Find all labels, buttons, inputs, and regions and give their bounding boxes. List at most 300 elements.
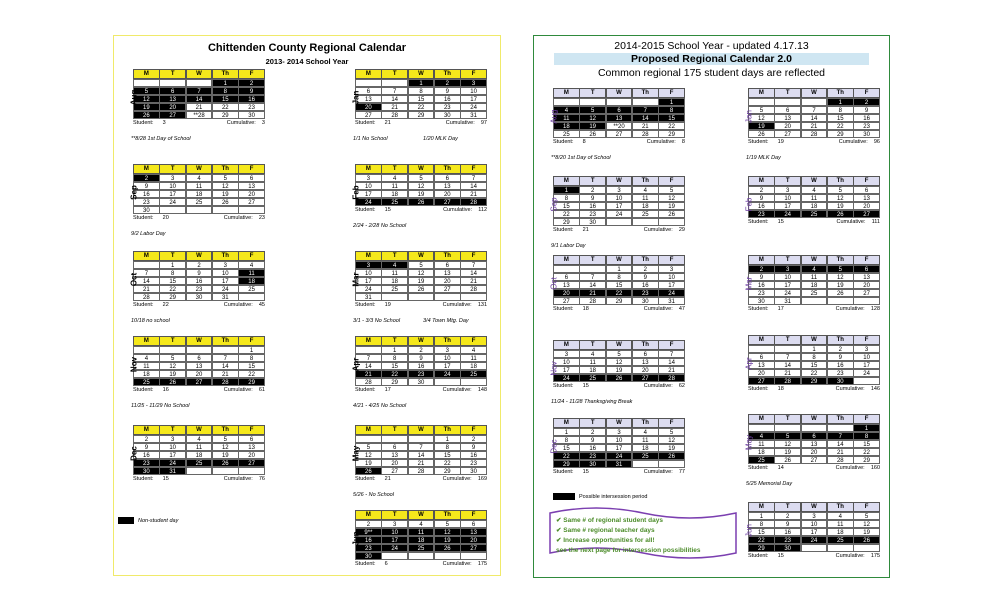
day-cell: 2 [748, 186, 775, 195]
month-note: 4/21 - 4/25 No School [353, 403, 407, 409]
day-cell: 19 [408, 277, 435, 286]
weekday-header [133, 251, 265, 261]
day-cell: 12 [159, 362, 186, 371]
day-cell: **20 [606, 122, 633, 131]
day-cell: 1 [553, 186, 580, 195]
day-cell [632, 460, 659, 469]
day-cell: 12 [579, 114, 606, 123]
day-cell: 26 [658, 210, 685, 219]
day-cell: 13 [381, 451, 408, 460]
weekday-label: Th [632, 418, 659, 428]
day-cell: 10 [159, 182, 186, 191]
weekday-header [133, 69, 265, 79]
month-note: 11/25 - 11/29 No School [131, 403, 190, 409]
weekday-label: F [460, 69, 487, 79]
day-cell: 14 [827, 440, 854, 449]
day-cell: 2 [434, 79, 461, 88]
day-cell: 22 [801, 369, 828, 378]
weekday-label: W [408, 251, 435, 261]
cumulative-count: Cumulative: 148 [442, 387, 487, 393]
day-cell: 21 [408, 459, 435, 468]
day-cell: 1 [553, 428, 580, 437]
week-row [553, 374, 685, 382]
weekday-label: Th [632, 176, 659, 186]
day-cell: 28 [658, 374, 685, 383]
month-calendar-oct [129, 251, 265, 308]
weekday-header [748, 414, 880, 424]
week-row [355, 111, 487, 119]
week-row [748, 377, 880, 385]
day-cell: 15 [159, 277, 186, 286]
day-cell: 27 [381, 467, 408, 476]
day-cell: 27 [801, 456, 828, 465]
day-cell: 8 [658, 106, 685, 115]
day-cell: 6 [238, 174, 265, 183]
day-cell: 5 [408, 261, 435, 270]
day-cell: 26 [827, 210, 854, 219]
month-calendar-mar [351, 251, 487, 308]
day-cell: 8 [853, 432, 880, 441]
day-cell: 5 [606, 350, 633, 359]
day-cell: 5 [658, 428, 685, 437]
student-count: Student: 14 [748, 465, 784, 471]
month-totals [748, 219, 880, 225]
week-row [355, 378, 487, 386]
day-cell: 5 [434, 520, 461, 529]
day-cell: 16 [774, 528, 801, 537]
weekday-label: W [606, 340, 633, 350]
weekday-label: M [133, 164, 160, 174]
day-cell: 22 [434, 459, 461, 468]
month-label: Nov [129, 356, 139, 373]
day-cell: 9 [434, 87, 461, 96]
day-cell: 4 [632, 428, 659, 437]
month-calendar-jun [351, 510, 487, 567]
student-count: Student: 18 [553, 306, 589, 312]
day-cell: 23 [133, 198, 160, 207]
weekday-label: Th [212, 164, 239, 174]
day-cell: 1 [381, 346, 408, 355]
day-cell: 7 [212, 354, 239, 363]
day-cell: 26 [408, 285, 435, 294]
day-cell: 12 [212, 443, 239, 452]
day-cell [434, 552, 461, 561]
day-cell: 9 [186, 269, 213, 278]
day-cell: 30 [434, 111, 461, 120]
day-cell: 20 [801, 448, 828, 457]
month-label: Nov [549, 361, 559, 376]
weekday-label: T [159, 251, 186, 261]
weekday-label: M [133, 251, 160, 261]
day-cell: 30 [853, 130, 880, 139]
day-cell: 4 [748, 432, 775, 441]
day-cell: 13 [606, 114, 633, 123]
day-cell: 16 [579, 202, 606, 211]
month-note: 11/24 - 11/28 Thanksgiving Break [551, 399, 633, 405]
day-cell: 27 [853, 289, 880, 298]
weekday-label: T [381, 69, 408, 79]
day-cell: 15 [553, 202, 580, 211]
day-cell: 6 [801, 432, 828, 441]
day-cell: 7 [133, 269, 160, 278]
day-cell: 23 [408, 370, 435, 379]
day-cell: 25 [632, 210, 659, 219]
day-cell: 13 [355, 95, 382, 104]
day-cell: 2 [186, 261, 213, 270]
day-cell: 4 [460, 346, 487, 355]
day-cell: 4 [133, 354, 160, 363]
day-cell: 16 [133, 451, 160, 460]
student-count: Student: 15 [553, 383, 589, 389]
day-cell: 31 [658, 297, 685, 306]
day-cell: 17 [381, 536, 408, 545]
day-cell: 29 [553, 460, 580, 469]
day-cell: 11 [238, 269, 265, 278]
day-cell: 26 [212, 198, 239, 207]
month-calendar-feb [351, 164, 487, 213]
day-cell: 2 [579, 428, 606, 437]
day-cell: 16 [460, 451, 487, 460]
month-label: Jan [351, 90, 361, 105]
day-cell: 12 [827, 273, 854, 282]
day-cell: 28 [827, 456, 854, 465]
day-cell: 19 [658, 444, 685, 453]
day-cell: 10 [381, 528, 408, 537]
day-cell: 22 [827, 122, 854, 131]
month-totals [355, 476, 487, 482]
day-cell: 19 [748, 122, 775, 131]
day-cell: 14 [774, 361, 801, 370]
day-cell: 27 [774, 130, 801, 139]
day-cell: 18 [801, 281, 828, 290]
day-cell: 12 [355, 451, 382, 460]
day-cell: 13 [553, 281, 580, 290]
student-count: Student: 19 [355, 302, 391, 308]
day-cell: 2 [133, 435, 160, 444]
legend-label: Non-student day [138, 517, 179, 524]
day-cell: 18 [632, 444, 659, 453]
weekday-label: T [774, 414, 801, 424]
day-cell: 19 [212, 190, 239, 199]
cumulative-count: Cumulative: 45 [223, 302, 265, 308]
weekday-label: T [159, 69, 186, 79]
day-cell: 6 [853, 265, 880, 274]
day-cell: 20 [748, 369, 775, 378]
day-cell: 24 [606, 210, 633, 219]
day-cell: 5 [748, 106, 775, 115]
day-cell: 6 [238, 435, 265, 444]
day-cell: 18 [186, 190, 213, 199]
day-cell: 30 [408, 378, 435, 387]
day-cell: 18 [238, 277, 265, 286]
day-cell: 29 [606, 297, 633, 306]
day-cell: 22 [853, 448, 880, 457]
day-cell: 20 [381, 459, 408, 468]
day-cell: 12 [212, 182, 239, 191]
day-cell: 11 [408, 528, 435, 537]
month-totals [553, 306, 685, 312]
day-cell: 6 [632, 350, 659, 359]
day-cell: 22 [606, 289, 633, 298]
day-cell: 3 [212, 261, 239, 270]
day-cell: 13 [460, 528, 487, 537]
day-cell: 27 [238, 198, 265, 207]
weekday-label: F [238, 69, 265, 79]
day-cell: 10 [355, 182, 382, 191]
cumulative-count: Cumulative: 23 [223, 215, 265, 221]
day-cell [658, 460, 685, 469]
day-cell: 28 [801, 130, 828, 139]
day-cell: 7 [632, 106, 659, 115]
month-calendar-oct [549, 255, 685, 312]
day-cell: 11 [553, 114, 580, 123]
day-cell [853, 377, 880, 386]
day-cell: 31 [606, 460, 633, 469]
day-cell: 8 [381, 354, 408, 363]
day-cell: 19 [658, 202, 685, 211]
day-cell: 30 [186, 293, 213, 302]
day-cell: 13 [434, 269, 461, 278]
weekday-label: F [853, 414, 880, 424]
day-cell: 13 [748, 361, 775, 370]
day-cell: 16 [238, 95, 265, 104]
day-cell: 3 [159, 435, 186, 444]
weekday-label: M [748, 335, 775, 345]
weekday-label: Th [212, 251, 239, 261]
weekday-label: Th [827, 502, 854, 512]
day-cell: 6 [355, 87, 382, 96]
day-cell [186, 467, 213, 476]
month-totals [355, 207, 487, 213]
day-cell: 15 [212, 95, 239, 104]
cumulative-count: Cumulative: 146 [835, 386, 880, 392]
weekday-label: Th [212, 425, 239, 435]
month-label: Oct [549, 277, 559, 290]
day-cell: 20 [774, 122, 801, 131]
student-count: Student: 15 [133, 476, 169, 482]
student-count: Student: 15 [748, 553, 784, 559]
day-cell: 6 [853, 186, 880, 195]
day-cell: 19 [408, 190, 435, 199]
weekday-header [133, 164, 265, 174]
day-cell: 21 [460, 277, 487, 286]
day-cell: 21 [801, 122, 828, 131]
week-row [553, 218, 685, 226]
day-cell: 11 [801, 273, 828, 282]
student-count: Student: 18 [748, 386, 784, 392]
cumulative-count: Cumulative: 169 [442, 476, 487, 482]
day-cell: 25 [381, 285, 408, 294]
day-cell: 23 [579, 210, 606, 219]
cumulative-count: Cumulative: 128 [835, 306, 880, 312]
day-cell: 18 [186, 451, 213, 460]
cumulative-count: Cumulative: 8 [646, 139, 685, 145]
weekday-label: M [553, 88, 580, 98]
weekday-header [748, 502, 880, 512]
week-row [355, 467, 487, 475]
day-cell: 21 [355, 370, 382, 379]
month-note: 5/26 - No School [353, 492, 394, 498]
day-cell: 11 [133, 362, 160, 371]
day-cell: 28 [774, 377, 801, 386]
day-cell: 16 [632, 281, 659, 290]
day-cell: 23 [434, 103, 461, 112]
day-cell: 11 [186, 443, 213, 452]
info-bullet: ✔ Same # regional teacher days [556, 527, 655, 534]
day-cell: 26 [159, 378, 186, 387]
month-label: Apr [351, 357, 361, 372]
weekday-label: W [801, 255, 828, 265]
day-cell: 15 [553, 444, 580, 453]
weekday-label: M [748, 88, 775, 98]
day-cell: 30 [632, 297, 659, 306]
day-cell: 3 [801, 512, 828, 521]
day-cell: 4 [553, 106, 580, 115]
day-cell [606, 218, 633, 227]
week-row [355, 552, 487, 560]
day-cell: 2 [827, 345, 854, 354]
weekday-label: T [381, 425, 408, 435]
month-totals [133, 387, 265, 393]
day-cell: 5 [133, 87, 160, 96]
month-calendar-may [351, 425, 487, 482]
day-cell: 15 [606, 281, 633, 290]
weekday-label: M [748, 414, 775, 424]
day-cell: 22 [658, 122, 685, 131]
day-cell: 19 [853, 528, 880, 537]
weekday-label: Th [827, 414, 854, 424]
day-cell: 23 [632, 289, 659, 298]
day-cell: 6 [460, 520, 487, 529]
day-cell: 29 [658, 130, 685, 139]
weekday-label: M [133, 336, 160, 346]
day-cell: 24 [658, 289, 685, 298]
weekday-label: T [159, 336, 186, 346]
day-cell: 29 [748, 544, 775, 553]
day-cell: 14 [133, 277, 160, 286]
month-label: Dec [129, 446, 139, 461]
month-totals [355, 120, 487, 126]
month-totals [748, 465, 880, 471]
day-cell: 6 [553, 273, 580, 282]
day-cell: 7 [460, 261, 487, 270]
day-cell: 26 [748, 130, 775, 139]
day-cell: 6 [606, 106, 633, 115]
student-count: Student: 17 [748, 306, 784, 312]
weekday-header [553, 176, 685, 186]
day-cell: 22 [159, 285, 186, 294]
day-cell [434, 378, 461, 387]
day-cell: 8 [212, 87, 239, 96]
day-cell: 1 [801, 345, 828, 354]
day-cell: 15 [381, 362, 408, 371]
day-cell: 20 [853, 281, 880, 290]
day-cell: 11 [186, 182, 213, 191]
month-label: May [744, 434, 754, 451]
week-row [133, 378, 265, 386]
left-legend [118, 517, 178, 524]
weekday-header [553, 418, 685, 428]
day-cell: 25 [553, 130, 580, 139]
month-calendar-dec [129, 425, 265, 482]
month-note: **8/28 1st Day of School [131, 136, 191, 142]
cumulative-count: Cumulative: 175 [442, 561, 487, 567]
weekday-header [355, 425, 487, 435]
day-cell: 6 [774, 106, 801, 115]
day-cell: 23 [748, 289, 775, 298]
day-cell: 3 [553, 350, 580, 359]
day-cell: 24 [460, 103, 487, 112]
student-count: Student: 3 [133, 120, 166, 126]
day-cell: 10 [159, 443, 186, 452]
day-cell: 11 [632, 194, 659, 203]
day-cell: **28 [186, 111, 213, 120]
month-label: Aug [549, 109, 559, 124]
day-cell: 30 [827, 377, 854, 386]
weekday-label: Th [434, 69, 461, 79]
day-cell: 31 [774, 297, 801, 306]
day-cell: 8 [159, 269, 186, 278]
day-cell: 19 [606, 366, 633, 375]
month-note: 2/24 - 2/28 No School [353, 223, 407, 229]
day-cell: 14 [460, 182, 487, 191]
right-legend [553, 493, 647, 500]
day-cell: 9 [632, 273, 659, 282]
weekday-label: F [658, 340, 685, 350]
day-cell: 18 [381, 190, 408, 199]
day-cell: 3 [774, 186, 801, 195]
day-cell: 25 [381, 198, 408, 207]
day-cell: 22 [238, 370, 265, 379]
weekday-label: W [186, 164, 213, 174]
month-calendar-nov [129, 336, 265, 393]
weekday-label: W [186, 69, 213, 79]
day-cell: 12 [748, 114, 775, 123]
day-cell: 29 [434, 467, 461, 476]
day-cell [853, 544, 880, 553]
weekday-header [133, 336, 265, 346]
day-cell: 14 [460, 269, 487, 278]
weekday-label: F [238, 425, 265, 435]
student-count: Student: 8 [553, 139, 586, 145]
day-cell: 30 [355, 552, 382, 561]
day-cell: 17 [853, 361, 880, 370]
day-cell: 17 [355, 190, 382, 199]
day-cell [853, 297, 880, 306]
weekday-label: W [606, 88, 633, 98]
day-cell: 23 [579, 452, 606, 461]
day-cell: 13 [853, 194, 880, 203]
day-cell: 21 [381, 103, 408, 112]
weekday-label: M [133, 69, 160, 79]
day-cell: 24 [606, 452, 633, 461]
day-cell: 8 [408, 87, 435, 96]
day-cell: 28 [212, 378, 239, 387]
day-cell: 25 [801, 289, 828, 298]
day-cell: 5 [827, 265, 854, 274]
day-cell: 3 [853, 345, 880, 354]
day-cell: 21 [133, 285, 160, 294]
day-cell: 22 [212, 103, 239, 112]
day-cell [408, 293, 435, 302]
cumulative-count: Cumulative: 131 [442, 302, 487, 308]
day-cell: 4 [801, 265, 828, 274]
info-bullet: ✔ Same # of regional student days [556, 517, 663, 524]
day-cell: 5 [159, 354, 186, 363]
day-cell [186, 206, 213, 215]
day-cell: 19 [774, 448, 801, 457]
weekday-header [553, 88, 685, 98]
